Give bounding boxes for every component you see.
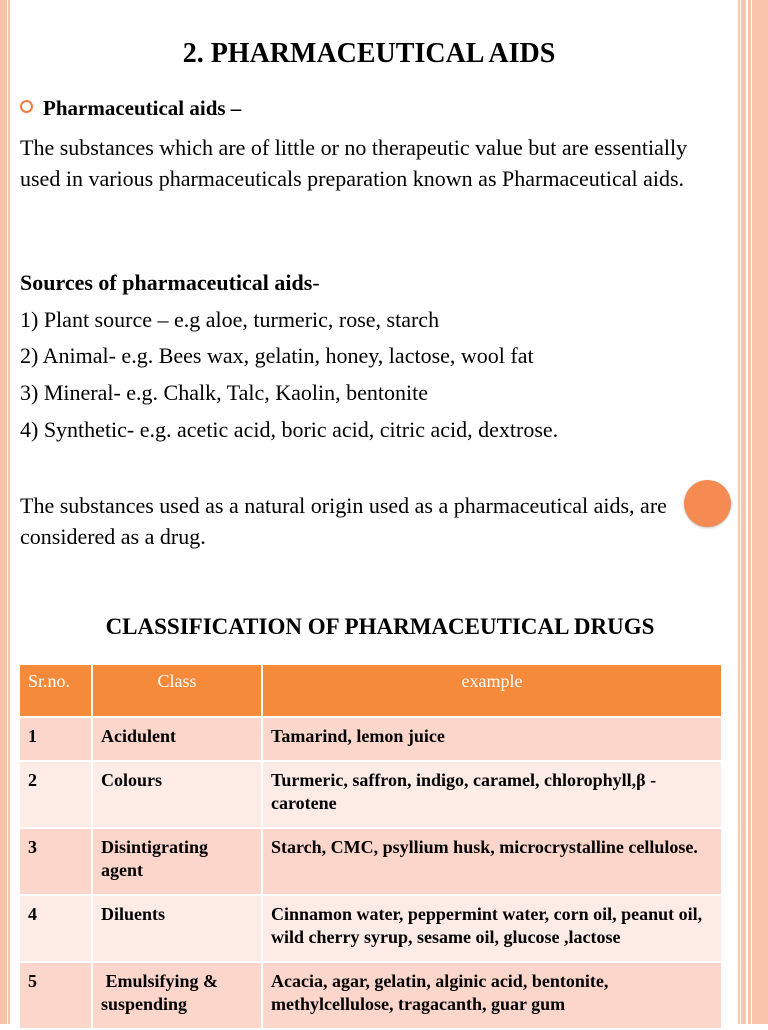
right-decorative-border	[738, 0, 768, 1024]
header-class: Class	[92, 665, 262, 717]
border-stripe	[751, 0, 752, 1024]
definition-paragraph: The substances which are of little or no therapeutic value but are essentially used in various pharmaceuticals preparation known as Pharmaceutical aids.	[20, 135, 688, 191]
table-row	[20, 761, 722, 828]
source-item: 4) Synthetic- e.g. acetic acid, boric acid, citric acid, dextrose.	[20, 417, 559, 442]
table-row	[20, 717, 722, 761]
source-item: 1) Plant source – e.g aloe, turmeric, rose, starch	[20, 307, 440, 332]
classification-table	[20, 665, 723, 1030]
cell-example: Tamarind, lemon juice	[262, 717, 722, 761]
cell-srno: 2	[20, 761, 92, 828]
border-stripe	[746, 0, 748, 1024]
cell-class: Diluents	[92, 895, 262, 962]
cell-class: Colours	[92, 761, 262, 828]
table-row	[20, 962, 722, 1029]
cell-srno: 1	[20, 717, 92, 761]
sources-heading: Sources of pharmaceutical aids	[20, 270, 313, 295]
page-title: 2. PHARMACEUTICAL AIDS	[182, 38, 556, 69]
cell-srno: 5	[20, 962, 92, 1029]
table-row	[20, 895, 722, 962]
sources-heading-suffix: -	[312, 270, 320, 295]
bullet-heading-row	[20, 96, 241, 121]
sources-heading-line	[20, 270, 320, 296]
classification-title: CLASSIFICATION OF PHARMACEUTICAL DRUGS	[105, 614, 655, 639]
header-example: example	[262, 665, 722, 717]
header-srno: Sr.no.	[20, 665, 92, 717]
source-item: 3) Mineral- e.g. Chalk, Talc, Kaolin, bentonite	[20, 380, 428, 405]
cell-srno: 4	[20, 895, 92, 962]
decorative-circle-icon	[684, 480, 731, 527]
cell-srno: 3	[20, 828, 92, 895]
cell-class: Emulsifying & suspending	[92, 962, 262, 1029]
table-header-row	[20, 665, 722, 717]
bullet-heading: Pharmaceutical aids –	[43, 96, 242, 120]
cell-example: Starch, CMC, psyllium husk, microcrystalline cellulose.	[262, 828, 722, 895]
cell-class: Acidulent	[92, 717, 262, 761]
ring-bullet-icon	[20, 100, 33, 113]
table-row	[20, 828, 722, 895]
left-decorative-border	[0, 0, 10, 1024]
cell-example: Acacia, agar, gelatin, alginic acid, bentonite, methylcellulose, tragacanth, guar gum	[262, 962, 722, 1029]
cell-example: Turmeric, saffron, indigo, caramel, chlorophyll,β -carotene	[262, 761, 722, 828]
source-item: 2) Animal- e.g. Bees wax, gelatin, honey, lactose, wool fat	[20, 343, 534, 368]
note-paragraph: The substances used as a natural origin used as a pharmaceutical aids, are considered as a drug.	[20, 493, 667, 549]
border-line	[740, 0, 741, 1024]
cell-example: Cinnamon water, peppermint water, corn oil, peanut oil, wild cherry syrup, sesame oil, glucose ,lactose	[262, 895, 722, 962]
cell-class: Disintigrating agent	[92, 828, 262, 895]
